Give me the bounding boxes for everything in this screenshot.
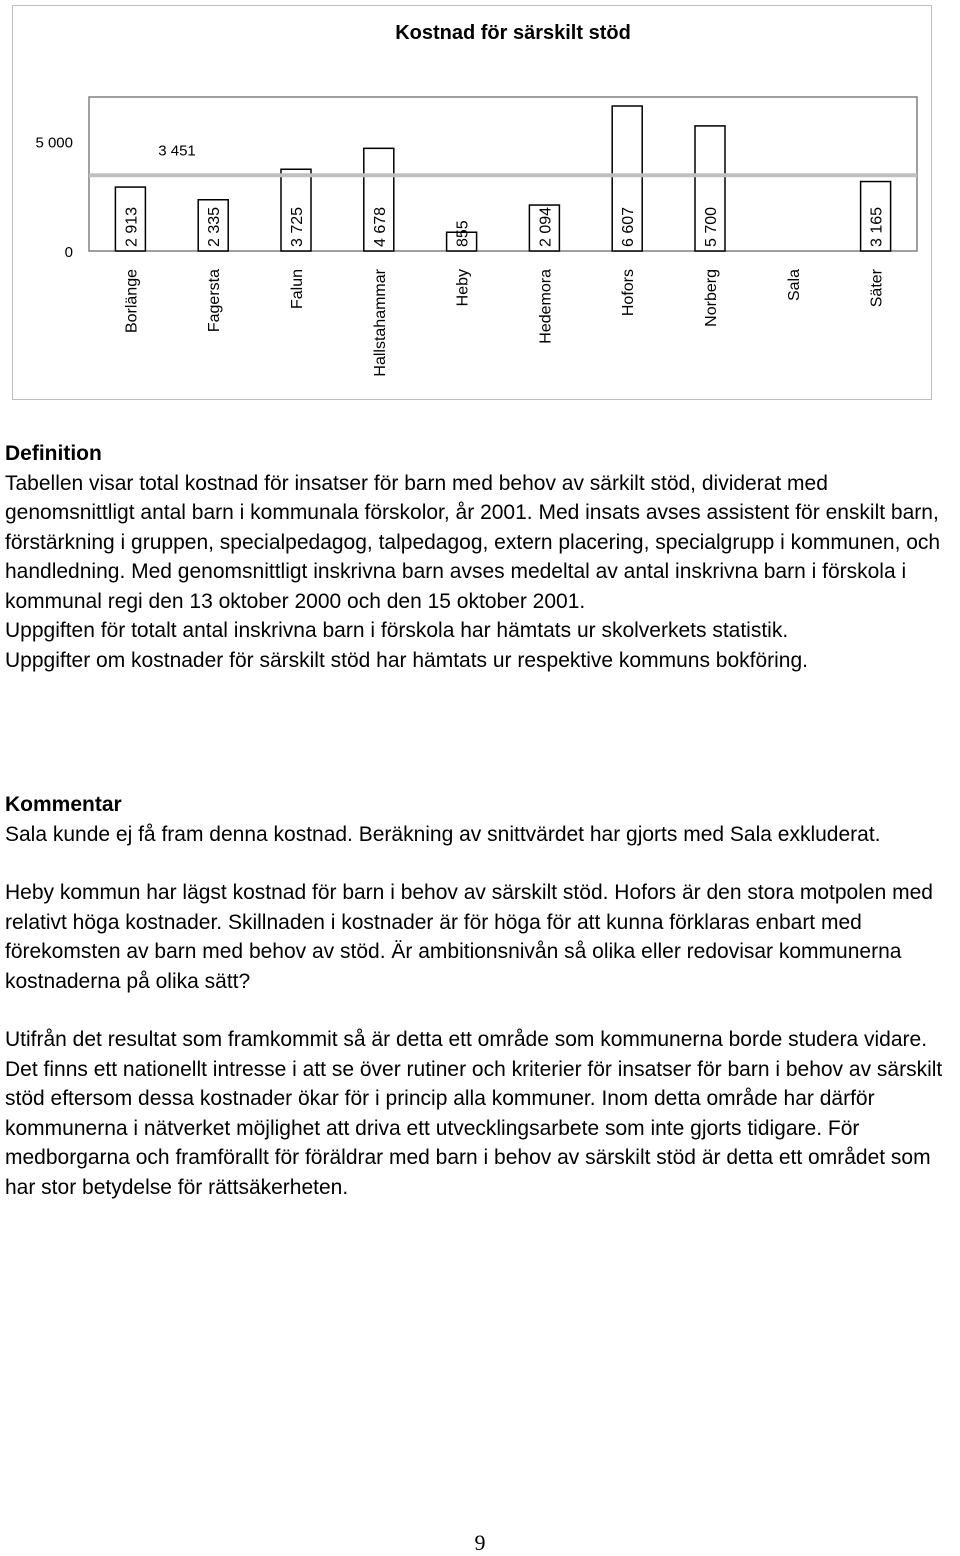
chart-title: Kostnad för särskilt stöd: [395, 22, 631, 44]
definition-source-1: Uppgiften för totalt antal inskrivna barn i förskola har hämtats ur skolverkets statistik.: [5, 619, 789, 642]
value-label: 3 725: [289, 206, 306, 247]
bar-chart: [13, 6, 931, 399]
value-label: 2 094: [537, 206, 555, 247]
average-label: 3 451: [158, 142, 196, 160]
value-label: 3 165: [868, 206, 886, 247]
y-tick-label: 5 000: [35, 134, 73, 152]
value-label: 4 678: [371, 206, 389, 247]
page-number: 9: [474, 1530, 486, 1555]
comment-heading: Kommentar: [5, 793, 122, 816]
category-label: Heby: [454, 269, 472, 307]
value-label: 2 913: [123, 206, 141, 247]
definition-heading: Definition: [5, 442, 102, 465]
category-label: Borlänge: [123, 269, 141, 334]
value-label: 6 607: [620, 206, 638, 247]
comment-section: [5, 790, 955, 1202]
value-label: 855: [454, 220, 472, 247]
category-label: Fagersta: [206, 269, 224, 333]
comment-paragraph-3: Utifrån det resultat som framkommit så är detta ett område som kommunerna borde studera vidare. Det finns ett nationellt intresse i att se över rutiner och kriterier för insatser för barn i behov av särskilt stöd eftersom dessa kostnader ökar för i princip alla kommuner. Inom detta område har därför kommunerna i nätverket möjlighet att driva ett utvecklingsarbete som inte gjorts tidigare. För medborgarna och framförallt för föräldrar med barn i behov av särskilt stöd är detta ett området som har stor betydelse för rättsäkerheten.: [5, 1028, 943, 1199]
comment-paragraph-2: Heby kommun har lägst kostnad för barn i behov av särskilt stöd. Hofors är den stora motpolen med relativt höga kostnader. Skillnaden i kostnader är för höga för att kunna förklaras enbart med förekomsten av barn med behov av stöd. Är ambitionsnivån så olika eller redovisar kommunerna kostnaderna på olika sätt?: [5, 881, 933, 993]
value-label: 5 700: [703, 206, 720, 247]
definition-text: Tabellen visar total kostnad för insatser för barn med behov av särkilt stöd, dividerat med genomsnittligt antal barn i kommunala förskolor, år 2001. Med insats avses assistent för enskilt barn, förstärkning i gruppen, specialpedagog, talpedagog, extern placering, specialgrupp i kommunen, och handledning. Med genomsnittligt inskrivna barn avses medeltal av antal inskrivna barn i förskola i kommunal regi den 13 oktober 2000 och den 15 oktober 2001.: [5, 471, 941, 613]
category-label: Falun: [289, 269, 306, 310]
category-label: Hallstahammar: [371, 269, 389, 377]
comment-paragraph-1: Sala kunde ej få fram denna kostnad. Beräkning av snittvärdet har gjorts med Sala exkluderat.: [5, 822, 881, 846]
category-label: Norberg: [703, 269, 720, 327]
category-label: Sala: [785, 269, 803, 302]
category-label: Hofors: [620, 269, 638, 317]
value-label: 2 335: [206, 206, 224, 247]
definition-section: [5, 439, 955, 675]
category-label: Hedemora: [537, 269, 555, 344]
chart-frame: [12, 5, 932, 400]
category-label: Säter: [868, 269, 886, 308]
definition-source-2: Uppgifter om kostnader för särskilt stöd har hämtats ur respektive kommuns bokföring.: [5, 648, 809, 672]
y-tick-label: 0: [64, 244, 73, 261]
